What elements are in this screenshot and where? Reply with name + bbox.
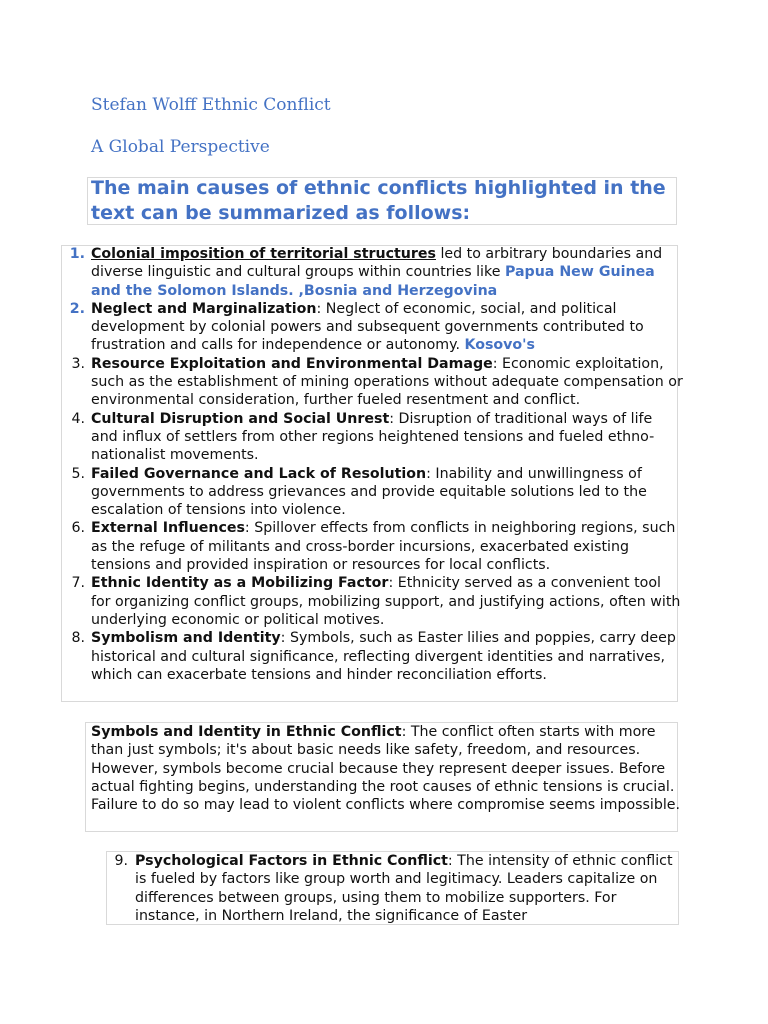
item-text: : Symbols, such as Easter lilies and poppies, carry deep historical and cultural significance, reflecting divergent identities and narratives, which can exacerbate tensions and hinder reconciliation efforts. — [91, 630, 676, 683]
symbols-title: Symbols and Identity in Ethnic Conflict — [91, 724, 402, 740]
symbols-text: : The conflict often starts with more than just symbols; it's about basic needs like safety, freedom, and resources. However, symbols become crucial because they represent deeper issues. Before actual fighting begins, understanding the root causes of ethnic tensions is crucial. Failure to do so may lead to violent conflicts where compromise seems impossible. — [91, 724, 681, 814]
list-item — [63, 355, 683, 410]
item-highlight: Kosovo's — [464, 337, 535, 354]
list-number: 9. — [114, 853, 128, 869]
symbols-section — [91, 723, 681, 814]
item-title: Cultural Disruption and Social Unrest — [91, 410, 390, 427]
item-title: External Influences — [91, 520, 245, 537]
list-number: 3. — [71, 355, 85, 372]
item-text: : Inability and unwillingness of governments to address grievances and provide equitable solutions led to the escalation of tensions into violence. — [91, 465, 647, 519]
item-title: Colonial imposition of territorial structures — [91, 246, 436, 262]
list-item — [63, 465, 683, 520]
psych-title: Psychological Factors in Ethnic Conflict — [135, 853, 448, 869]
item-title: Failed Governance and Lack of Resolution — [91, 465, 427, 482]
document-subtitle: A Global Perspective — [91, 137, 270, 157]
list-item — [63, 245, 683, 300]
list-item — [63, 519, 683, 574]
item-text: : Disruption of traditional ways of life and influx of settlers from other regions heightened tensions and fueled ethno-nationalist movements. — [91, 410, 655, 464]
psych-section — [106, 852, 681, 925]
list-number: 7. — [71, 575, 85, 592]
item-text: led to arbitrary boundaries and diverse linguistic and cultural groups within countries like — [91, 246, 663, 281]
list-item — [63, 410, 683, 465]
section-heading: The main causes of ethnic conflicts highlighted in the text can be summarized as follows: — [91, 177, 666, 224]
psych-text: : The intensity of ethnic conflict is fueled by factors like group worth and legitimacy. Leaders capitalize on differences between groups, using them to mobilize supporters. For instance, in Northern Ireland, the significance of Easter — [135, 853, 673, 924]
document-title: Stefan Wolff Ethnic Conflict — [91, 95, 331, 115]
list-number: 2. — [69, 300, 85, 317]
item-title: Ethnic Identity as a Mobilizing Factor — [91, 575, 389, 592]
item-text: : Ethnicity served as a convenient tool for organizing conflict groups, mobilizing support, and justifying actions, often with underlying economic or political motives. — [91, 575, 681, 628]
item-highlight: Papua New Guinea and the Solomon Islands. ,Bosnia and Herzegovina — [91, 264, 655, 299]
list-item — [63, 629, 683, 684]
item-title: Symbolism and Identity — [91, 630, 281, 647]
item-title: Resource Exploitation and Environmental Damage — [91, 355, 493, 372]
psych-text-block — [135, 852, 678, 925]
list-number: 4. — [71, 410, 85, 427]
list-number: 6. — [71, 520, 85, 537]
list-number: 8. — [71, 630, 85, 647]
list-number: 1. — [69, 246, 85, 262]
list-item — [63, 300, 683, 355]
list-item — [63, 574, 683, 629]
list-number: 5. — [71, 465, 85, 482]
item-title: Neglect and Marginalization — [91, 300, 317, 317]
item-text: : Spillover effects from conflicts in neighboring regions, such as the refuge of militants and cross-border incursions, exacerbated existing tensions and provided inspiration or resources for local conflicts. — [91, 520, 676, 574]
item-text: : Economic exploitation, such as the establishment of mining operations without adequate compensation or environmental consideration, further fueled resentment and conflict. — [91, 355, 683, 409]
causes-list — [63, 245, 683, 684]
item-text: : Neglect of economic, social, and political development by colonial powers and subsequent governments contributed to frustration and calls for independence or autonomy. — [91, 300, 644, 354]
